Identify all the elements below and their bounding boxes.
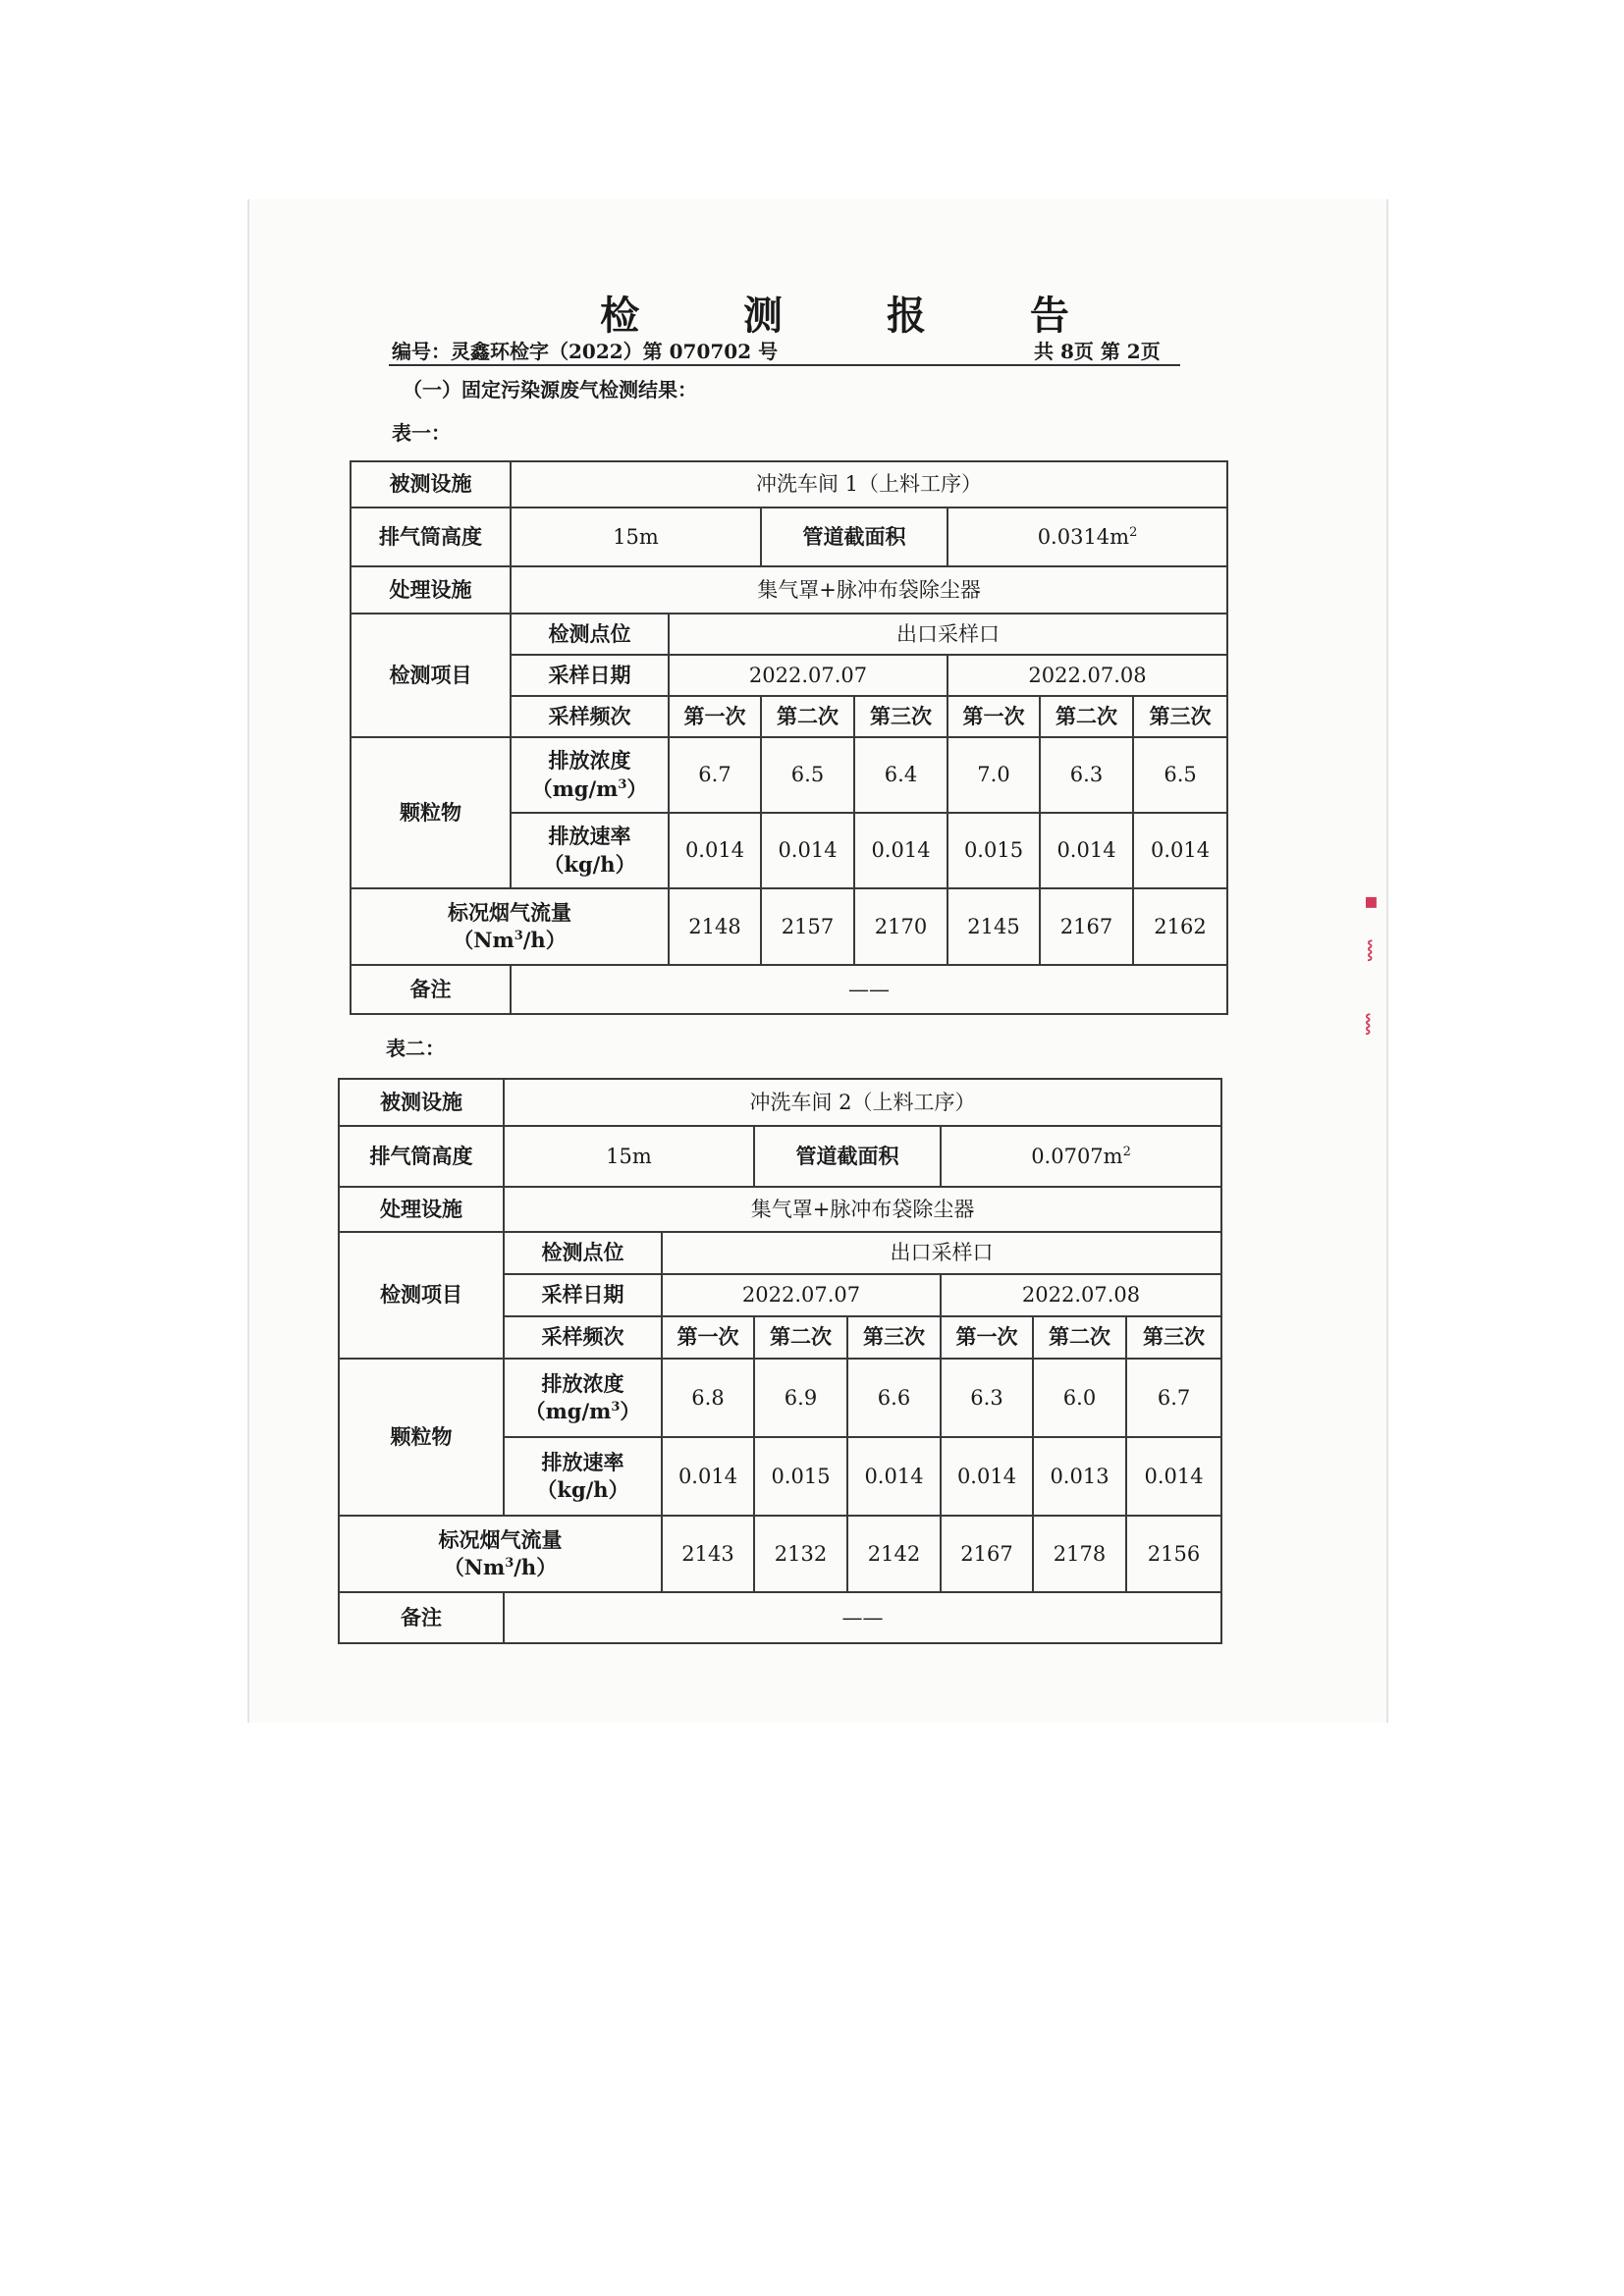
point-value: 出口采样口 [662, 1232, 1221, 1274]
rate-cell: 0.015 [754, 1437, 847, 1516]
rate-cell: 0.014 [847, 1437, 941, 1516]
conc-cell: 6.0 [1033, 1359, 1126, 1437]
rate-cell: 0.014 [1133, 813, 1227, 888]
flow-cell: 2143 [662, 1516, 754, 1592]
duct-area-value: $0.0707m^2$ [941, 1126, 1221, 1187]
header-rule [389, 364, 1180, 366]
label-stack-height: 排气筒高度 [351, 507, 511, 566]
rate-cell: 0.014 [761, 813, 854, 888]
stack-height-value: 15m [504, 1126, 754, 1187]
freq-cell: 第一次 [941, 1316, 1033, 1359]
label-point: 检测点位 [504, 1232, 662, 1274]
stack-height-value: 15m [511, 507, 761, 566]
date-value: 2022.07.08 [947, 655, 1227, 696]
table-two-caption: 表二： [386, 1037, 445, 1060]
stamp-edge-mark: ▪ [1364, 888, 1379, 914]
label-test-item: 检测项目 [339, 1232, 504, 1359]
remark-value: —— [511, 965, 1227, 1014]
label-facility: 被测设施 [339, 1079, 504, 1126]
conc-cell: 6.5 [761, 737, 854, 813]
rate-cell: 0.014 [662, 1437, 754, 1516]
freq-cell: 第三次 [854, 696, 947, 737]
label-particulate: 颗粒物 [351, 737, 511, 888]
conc-cell: 6.4 [854, 737, 947, 813]
label-particulate: 颗粒物 [339, 1359, 504, 1516]
freq-cell: 第一次 [669, 696, 761, 737]
freq-cell: 第三次 [1133, 696, 1227, 737]
label-date: 采样日期 [511, 655, 669, 696]
freq-cell: 第三次 [847, 1316, 941, 1359]
report-number: 编号：灵鑫环检字（2022）第 070702 号 [392, 340, 779, 363]
freq-cell: 第一次 [947, 696, 1040, 737]
freq-cell: 第二次 [1040, 696, 1133, 737]
flow-cell: 2156 [1126, 1516, 1221, 1592]
freq-cell: 第二次 [1033, 1316, 1126, 1359]
freq-cell: 第二次 [761, 696, 854, 737]
rate-cell: 0.014 [1126, 1437, 1221, 1516]
date-value: 2022.07.07 [662, 1274, 941, 1316]
conc-cell: 6.6 [847, 1359, 941, 1437]
label-rate: 排放速率 （kg/h） [511, 813, 669, 888]
label-facility: 被测设施 [351, 461, 511, 507]
duct-area-value: $0.0314m^2$ [947, 507, 1227, 566]
flow-cell: 2178 [1033, 1516, 1126, 1592]
date-value: 2022.07.08 [941, 1274, 1221, 1316]
label-treatment: 处理设施 [339, 1187, 504, 1232]
label-test-item: 检测项目 [351, 614, 511, 737]
label-freq: 采样频次 [504, 1316, 662, 1359]
rate-cell: 0.015 [947, 813, 1040, 888]
table-two [338, 1078, 1222, 1644]
label-flow: 标况烟气流量 （Nm$^3$/h） [339, 1516, 662, 1592]
page-count: 共 8页 第 2页 [1034, 340, 1161, 363]
conc-cell: 6.3 [1040, 737, 1133, 813]
flow-cell: 2162 [1133, 888, 1227, 965]
conc-cell: 6.8 [662, 1359, 754, 1437]
stamp-edge-mark: ⸾ [1367, 939, 1374, 960]
flow-cell: 2170 [854, 888, 947, 965]
label-treatment: 处理设施 [351, 566, 511, 614]
stamp-edge-mark: ⸾ [1365, 1013, 1372, 1034]
point-value: 出口采样口 [669, 614, 1227, 655]
rate-cell: 0.014 [1040, 813, 1133, 888]
label-remark: 备注 [351, 965, 511, 1014]
conc-cell: 6.7 [669, 737, 761, 813]
label-stack-height: 排气筒高度 [339, 1126, 504, 1187]
label-conc: 排放浓度 $(mg/m^3)$ [511, 737, 669, 813]
label-remark: 备注 [339, 1592, 504, 1643]
freq-cell: 第三次 [1126, 1316, 1221, 1359]
freq-cell: 第二次 [754, 1316, 847, 1359]
remark-value: —— [504, 1592, 1221, 1643]
section-heading: （一）固定污染源废气检测结果： [403, 378, 697, 401]
label-freq: 采样频次 [511, 696, 669, 737]
label-date: 采样日期 [504, 1274, 662, 1316]
flow-cell: 2142 [847, 1516, 941, 1592]
table-one [350, 460, 1228, 1015]
flow-cell: 2167 [941, 1516, 1033, 1592]
flow-cell: 2145 [947, 888, 1040, 965]
freq-cell: 第一次 [662, 1316, 754, 1359]
flow-cell: 2148 [669, 888, 761, 965]
conc-cell: 6.3 [941, 1359, 1033, 1437]
label-flow: 标况烟气流量 （Nm$^3$/h） [351, 888, 669, 965]
flow-cell: 2157 [761, 888, 854, 965]
label-point: 检测点位 [511, 614, 669, 655]
rate-cell: 0.014 [854, 813, 947, 888]
flow-cell: 2132 [754, 1516, 847, 1592]
rate-cell: 0.014 [669, 813, 761, 888]
facility-value: 冲洗车间 1（上料工序） [511, 461, 1227, 507]
rate-cell: 0.014 [941, 1437, 1033, 1516]
treatment-value: 集气罩+脉冲布袋除尘器 [504, 1187, 1221, 1232]
rate-cell: 0.013 [1033, 1437, 1126, 1516]
label-duct-area: 管道截面积 [754, 1126, 941, 1187]
conc-cell: 7.0 [947, 737, 1040, 813]
label-rate: 排放速率 （kg/h） [504, 1437, 662, 1516]
conc-cell: 6.5 [1133, 737, 1227, 813]
conc-cell: 6.9 [754, 1359, 847, 1437]
facility-value: 冲洗车间 2（上料工序） [504, 1079, 1221, 1126]
treatment-value: 集气罩+脉冲布袋除尘器 [511, 566, 1227, 614]
label-duct-area: 管道截面积 [761, 507, 947, 566]
report-title: 检 测 报 告 [600, 293, 1114, 339]
label-conc: 排放浓度 $(mg/m^3)$ [504, 1359, 662, 1437]
flow-cell: 2167 [1040, 888, 1133, 965]
conc-cell: 6.7 [1126, 1359, 1221, 1437]
date-value: 2022.07.07 [669, 655, 947, 696]
table-one-caption: 表一： [392, 421, 451, 445]
